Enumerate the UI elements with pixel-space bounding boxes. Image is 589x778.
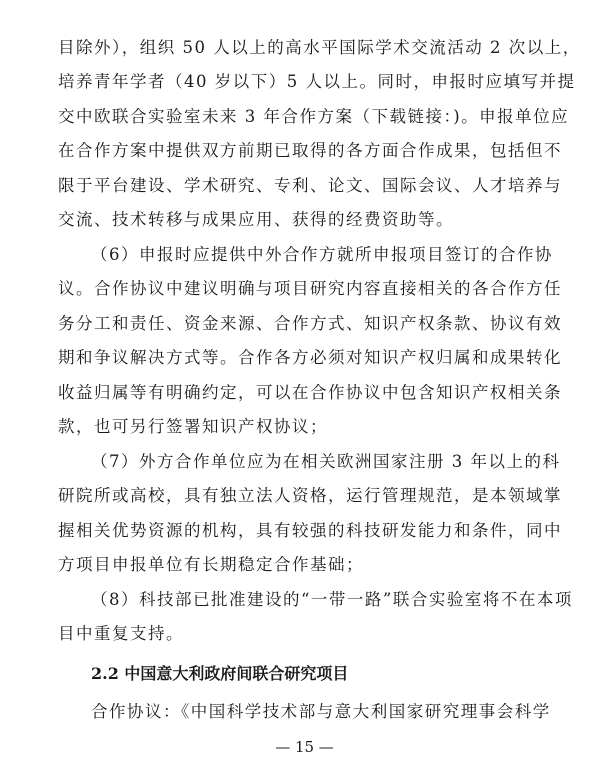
item-6-first-line: （6）申报时应提供中外合作方就所申报项目签订的合作协 xyxy=(91,244,553,264)
item-8-first-line: （8）科技部已批准建设的“一带一路”联合实验室将不在本项 xyxy=(91,589,573,609)
item-7-first-line: （7）外方合作单位应为在相关欧洲国家注册 3 年以上的科 xyxy=(91,451,561,471)
paragraph-line: 方项目申报单位有长期稳定合作基础； xyxy=(58,555,364,575)
section-heading: 2.2 中国意大利政府间联合研究项目 xyxy=(91,664,349,683)
paragraph-line: 期和争议解决方式等。合作各方必须对知识产权归属和成果转化 xyxy=(58,348,562,368)
paragraph-line: 交中欧联合实验室未来 3 年合作方案（下载链接：)。申报单位应 xyxy=(58,106,570,126)
page-number: — 15 — xyxy=(275,738,334,756)
paragraph-line: 限于平台建设、学术研究、专利、论文、国际会议、人才培养与 xyxy=(58,175,562,195)
paragraph-line: 培养青年学者（40 岁以下）5 人以上。同时，申报时应填写并提 xyxy=(58,72,576,92)
paragraph-line: 议。合作协议中建议明确与项目研究内容直接相关的各合作方任 xyxy=(58,279,562,299)
paragraph-line: 目除外），组织 50 人以上的高水平国际学术交流活动 2 次以上， xyxy=(58,38,581,57)
paragraph-line: 合作协议：《中国科学技术部与意大利国家研究理事会科学 xyxy=(91,702,551,721)
paragraph-line: 在合作方案中提供双方前期已取得的各方面合作成果，包括但不 xyxy=(58,141,562,161)
paragraph-line: 收益归属等有明确约定，可以在合作协议中包含知识产权相关条 xyxy=(58,382,562,402)
paragraph-line: 目中重复支持。 xyxy=(58,624,184,643)
paragraph-line: 款，也可另行签署知识产权协议； xyxy=(58,417,328,437)
paragraph-line: 握相关优势资源的机构，具有较强的科技研发能力和条件，同中 xyxy=(58,520,562,540)
paragraph-line: 务分工和责任、资金来源、合作方式、知识产权条款、协议有效 xyxy=(58,313,562,333)
paragraph-line: 研院所或高校，具有独立法人资格，运行管理规范，是本领域掌 xyxy=(58,486,562,506)
paragraph-line: 交流、技术转移与成果应用、获得的经费资助等。 xyxy=(58,210,454,230)
